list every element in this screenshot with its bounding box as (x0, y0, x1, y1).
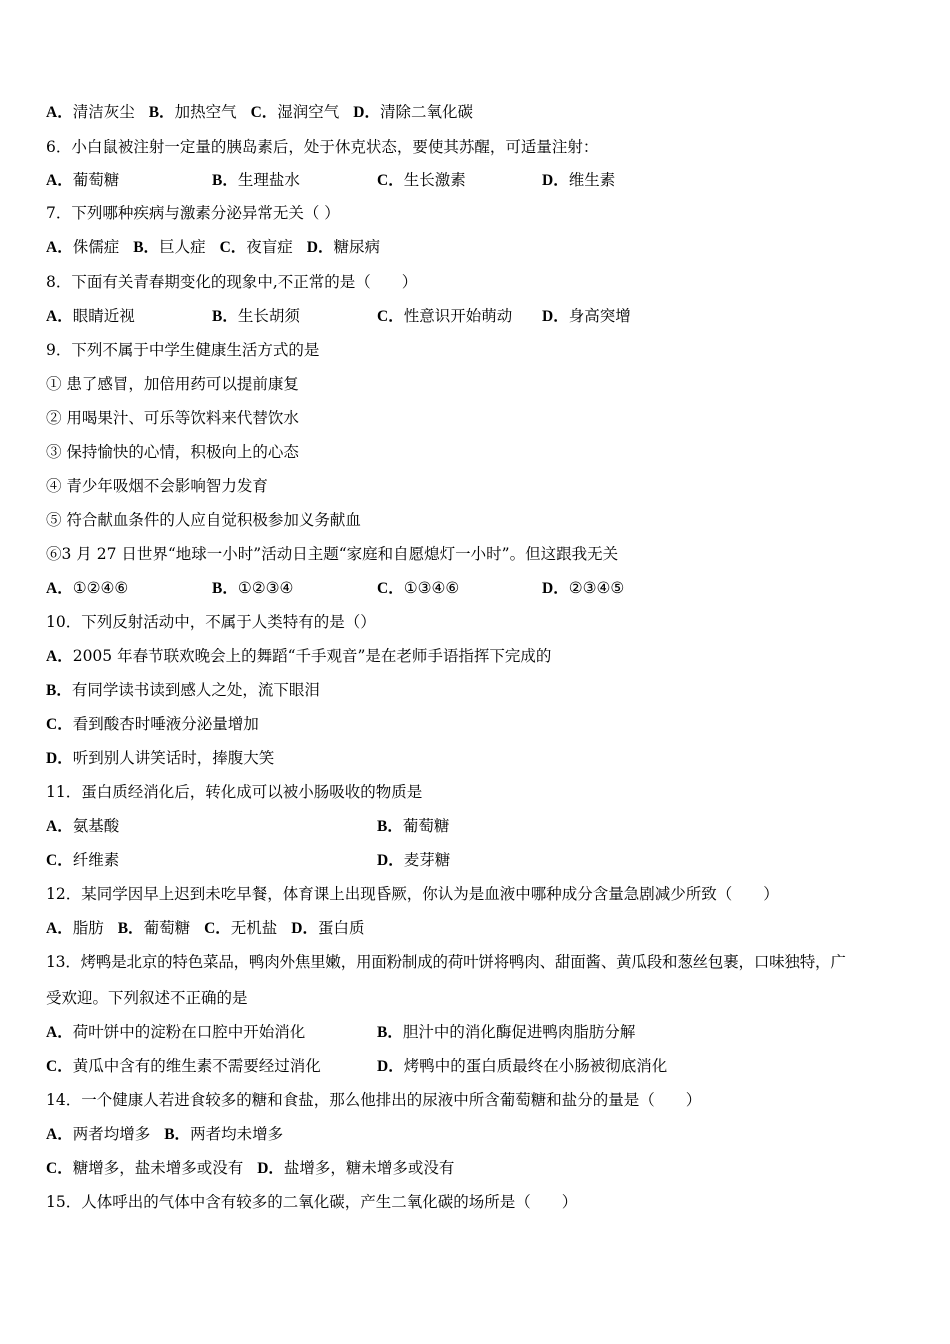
option-a: A．清洁灰尘 (46, 103, 135, 121)
option-d: D．蛋白质 (291, 919, 365, 937)
q6-stem: 6．小白鼠被注射一定量的胰岛素后，处于休克状态，要使其苏醒，可适量注射： (46, 138, 599, 156)
q9-item: ⑤ 符合献血条件的人应自觉积极参加义务献血 (46, 511, 361, 529)
option-a: A．脂肪 (46, 919, 104, 937)
option-c: C．纤维素 (46, 851, 120, 869)
q9-item: ① 患了感冒，加倍用药可以提前康复 (46, 375, 299, 393)
option-b: B．胆汁中的消化酶促进鸭肉脂肪分解 (377, 1023, 636, 1041)
q9-item: ③ 保持愉快的心情，积极向上的心态 (46, 443, 299, 461)
option-d: D．身高突增 (542, 307, 631, 325)
option-c: C．无机盐 (204, 919, 278, 937)
option-c: C．糖增多，盐未增多或没有 (46, 1159, 244, 1177)
q12-options (46, 916, 379, 940)
option-d: D．麦芽糖 (377, 851, 451, 869)
q12-stem: 12．某同学因早上迟到未吃早餐，体育课上出现昏厥，你认为是血液中哪种成分含量急剧减少所致（ ） (46, 885, 779, 903)
option-d: D．盐增多，糖未增多或没有 (257, 1159, 455, 1177)
option-b: B．葡萄糖 (377, 817, 450, 835)
q5-options (46, 100, 487, 124)
option-c: C．①③④⑥ (377, 579, 460, 597)
option-b: B．加热空气 (148, 103, 237, 121)
q10-stem: 10．下列反射活动中，不属于人类特有的是（） (46, 613, 376, 631)
q9-item: ② 用喝果汁、可乐等饮料来代替饮水 (46, 409, 299, 427)
q13-stem-line1: 13．烤鸭是北京的特色菜品，鸭肉外焦里嫩，用面粉制成的荷叶饼将鸭肉、甜面酱、黄瓜段和葱丝包裹，口味独特，广 (46, 953, 846, 971)
option-c: C．看到酸杏时唾液分泌量增加 (46, 715, 259, 733)
option-c: C．黄瓜中含有的维生素不需要经过消化 (46, 1057, 321, 1075)
q9-stem: 9．下列不属于中学生健康生活方式的是 (46, 341, 320, 359)
option-b: B．①②③④ (212, 579, 294, 597)
q14-options-row2 (46, 1156, 468, 1180)
option-b: B．有同学读书读到感人之处，流下眼泪 (46, 681, 320, 699)
option-d: D．听到别人讲笑话时，捧腹大笑 (46, 749, 275, 767)
option-b: B．两者均未增多 (164, 1125, 284, 1143)
option-d: D．烤鸭中的蛋白质最终在小肠被彻底消化 (377, 1057, 668, 1075)
q14-options-row1 (46, 1122, 297, 1146)
option-d: D．清除二氧化碳 (353, 103, 474, 121)
option-a: A．荷叶饼中的淀粉在口腔中开始消化 (46, 1023, 306, 1041)
q15-stem: 15．人体呼出的气体中含有较多的二氧化碳，产生二氧化碳的场所是（ ） (46, 1193, 578, 1211)
option-a: A．氨基酸 (46, 817, 120, 835)
option-a: A．葡萄糖 (46, 171, 120, 189)
option-b: B．葡萄糖 (117, 919, 191, 937)
option-b: B．生长胡须 (212, 307, 300, 325)
option-a: A．两者均增多 (46, 1125, 151, 1143)
option-c: C．性意识开始萌动 (377, 307, 513, 325)
option-d: D．维生素 (542, 171, 616, 189)
q7-options (46, 235, 394, 259)
option-b: B．生理盐水 (212, 171, 300, 189)
q9-item: ④ 青少年吸烟不会影响智力发育 (46, 477, 268, 495)
q9-item: ⑥3 月 27 日世界“地球一小时”活动日主题“家庭和自愿熄灯一小时”。但这跟我无关 (46, 545, 619, 563)
q8-stem: 8．下面有关青春期变化的现象中,不正常的是（ ） (46, 273, 418, 291)
option-d: D．②③④⑤ (542, 579, 625, 597)
option-c: C．湿润空气 (250, 103, 340, 121)
q13-stem-line2: 受欢迎。下列叙述不正确的是 (46, 989, 248, 1007)
option-d: D．糖尿病 (306, 238, 381, 256)
option-c: C．夜盲症 (219, 238, 293, 256)
option-a: A．①②④⑥ (46, 579, 129, 597)
option-a: A．2005 年春节联欢晚会上的舞蹈“千手观音”是在老师手语指挥下完成的 (46, 647, 552, 665)
option-b: B．巨人症 (133, 238, 206, 256)
option-c: C．生长激素 (377, 171, 466, 189)
option-a: A．眼睛近视 (46, 307, 135, 325)
q7-stem: 7．下列哪种疾病与激素分泌异常无关（ ） (46, 204, 340, 222)
q14-stem: 14．一个健康人若进食较多的糖和食盐，那么他排出的尿液中所含葡萄糖和盐分的量是（ ） (46, 1091, 702, 1109)
q11-stem: 11．蛋白质经消化后，转化成可以被小肠吸收的物质是 (46, 783, 423, 801)
option-a: A．侏儒症 (46, 238, 120, 256)
